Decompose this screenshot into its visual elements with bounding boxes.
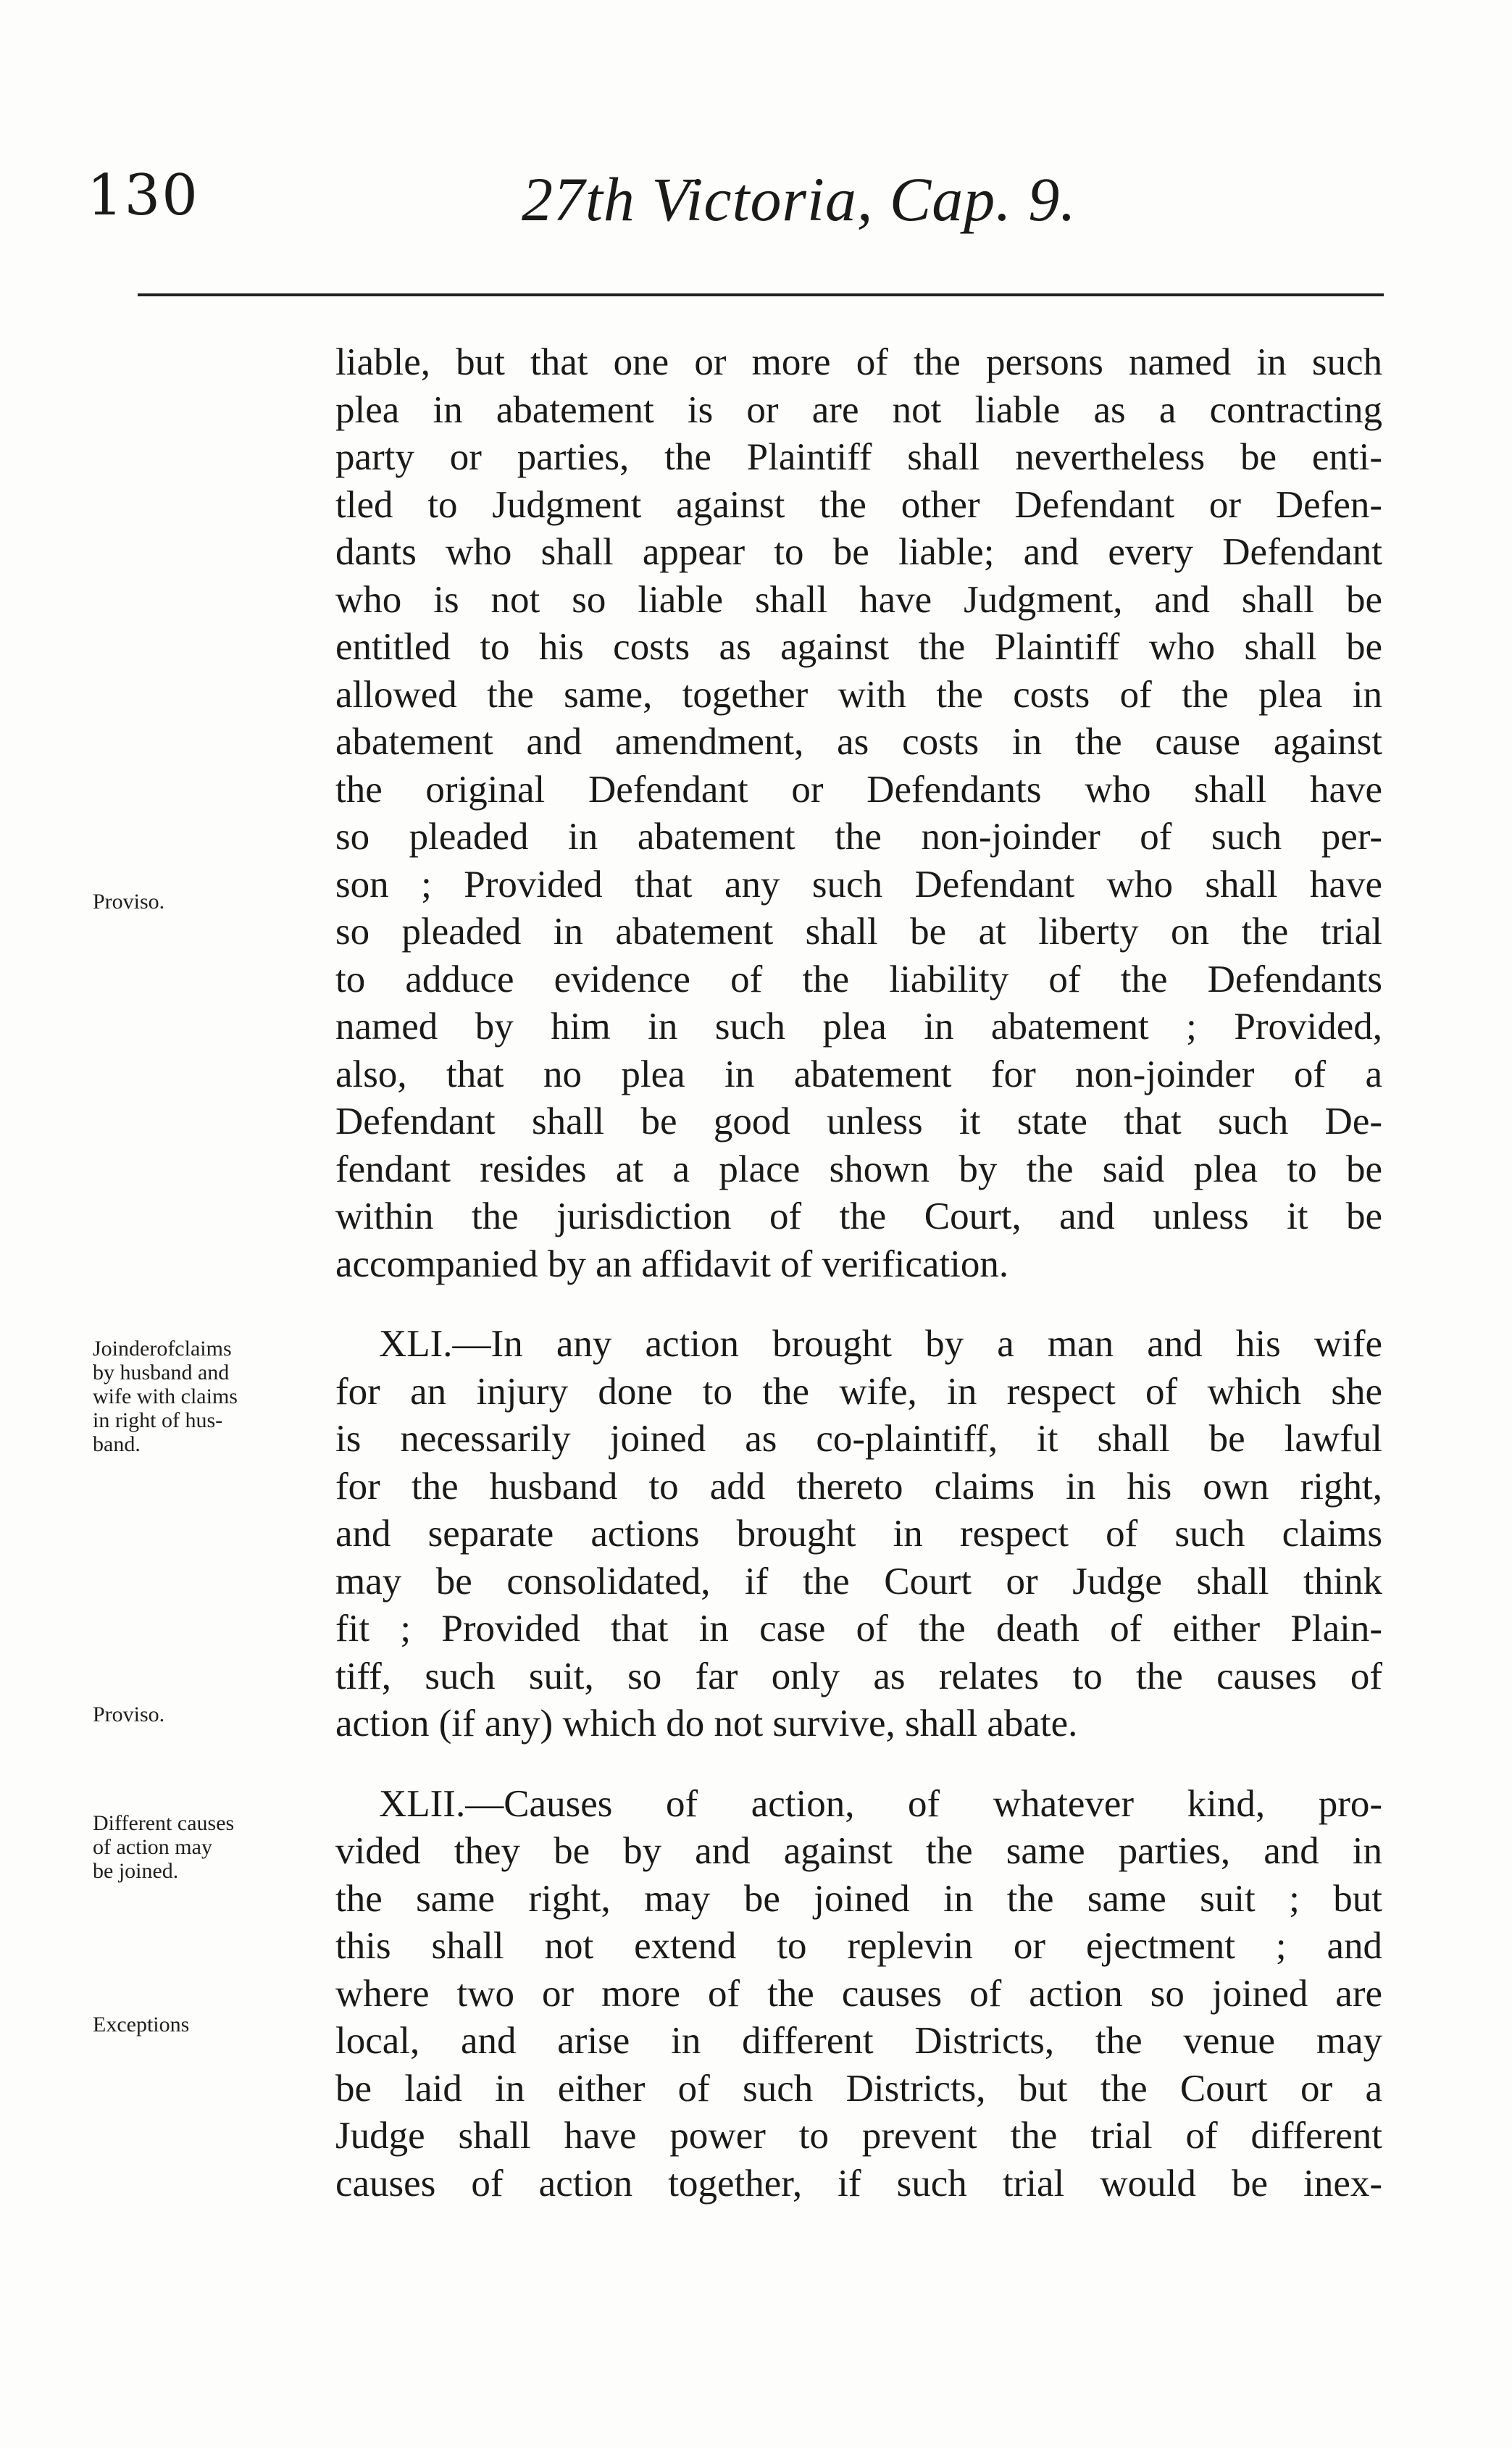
- text-line: fit ; Provided that in case of the death of either Plain-: [335, 1608, 1382, 1650]
- section-xlii: [335, 1781, 1382, 2208]
- body-text: [335, 339, 1382, 2207]
- text-line: for the husband to add thereto claims in his own right,: [335, 1465, 1382, 1508]
- margin-note-exceptions: [93, 2013, 328, 2036]
- text-line: local, and arise in different Districts, the venue may: [335, 2020, 1382, 2062]
- running-title: 27th Victoria, Cap. 9.: [522, 164, 1077, 234]
- margin-note-line: Proviso.: [93, 1703, 165, 1726]
- margin-note-line: band.: [93, 1432, 141, 1456]
- margin-note-proviso-1: [93, 890, 328, 914]
- text-line: allowed the same, together with the costs of the plea in: [335, 673, 1382, 716]
- text-line: named by him in such plea in abatement ; Provided,: [335, 1006, 1382, 1048]
- text-line: the original Defendant or Defendants who shall have: [335, 768, 1382, 811]
- text-line: dants who shall appear to be liable; and every Defendant: [335, 531, 1382, 573]
- margin-note-line: wife with claims: [93, 1384, 238, 1408]
- text-line: tled to Judgment against the other Defendant or Defen-: [335, 483, 1382, 526]
- text-line: entitled to his costs as against the Plaintiff who shall be: [335, 626, 1382, 668]
- paragraph-continuation: [335, 339, 1382, 1288]
- paragraph-gap: [335, 1288, 1382, 1321]
- margin-note-line: of action may: [93, 1835, 212, 1859]
- text-line: action (if any) which do not survive, shall abate.: [335, 1703, 1078, 1745]
- text-line: vided they be by and against the same parties, and in: [335, 1830, 1382, 1872]
- text-line: fendant resides at a place shown by the said plea to be: [335, 1148, 1382, 1190]
- margin-note-line: by husband and: [93, 1361, 230, 1384]
- text-line: party or parties, the Plaintiff shall nevertheless be enti-: [335, 436, 1382, 478]
- text-line: XLII.—Causes of action, of whatever kind, pro-: [379, 1782, 1382, 1825]
- text-line: Defendant shall be good unless it state that such De-: [335, 1100, 1382, 1142]
- margin-note-line: in right of hus-: [93, 1408, 223, 1432]
- text-line: where two or more of the causes of action so joined are: [335, 1972, 1382, 2015]
- section-xli: [335, 1321, 1382, 1748]
- text-line: tiff, such suit, so far only as relates to the causes of: [335, 1655, 1382, 1697]
- text-line: be laid in either of such Districts, but the Court or a: [335, 2067, 1382, 2110]
- margin-note-different-causes: [93, 1811, 328, 1883]
- margin-note-line: Different causes: [93, 1811, 235, 1835]
- text-line: XLI.—In any action brought by a man and his wife: [379, 1323, 1382, 1365]
- text-line: the same right, may be joined in the same suit ; but: [335, 1877, 1382, 1920]
- header-rule: [138, 293, 1384, 296]
- page-header: [0, 163, 1512, 243]
- text-line: also, that no plea in abatement for non-joinder of a: [335, 1053, 1382, 1095]
- text-line: liable, but that one or more of the persons named in such: [335, 341, 1382, 383]
- text-line: so pleaded in abatement the non-joinder of such per-: [335, 816, 1382, 858]
- text-line: plea in abatement is or are not liable as a contracting: [335, 388, 1382, 431]
- text-line: may be consolidated, if the Court or Judge shall think: [335, 1560, 1382, 1603]
- paragraph-gap: [335, 1748, 1382, 1781]
- text-line: accompanied by an affidavit of verification.: [335, 1242, 1009, 1285]
- text-line: is necessarily joined as co-plaintiff, it shall be lawful: [335, 1418, 1382, 1460]
- text-line: within the jurisdiction of the Court, and unless it be: [335, 1195, 1382, 1237]
- text-line: for an injury done to the wife, in respect of which she: [335, 1370, 1382, 1413]
- margin-note-joinder-of-claims: [93, 1337, 328, 1456]
- text-line: to adduce evidence of the liability of the Defendants: [335, 958, 1382, 1000]
- text-line: so pleaded in abatement shall be at liberty on the trial: [335, 911, 1382, 953]
- margin-note-line: be joined.: [93, 1859, 179, 1883]
- margin-note-line: Joinderofclaims: [93, 1337, 232, 1361]
- page-number: 130: [87, 163, 199, 228]
- text-line: abatement and amendment, as costs in the cause against: [335, 721, 1382, 763]
- text-line: son ; Provided that any such Defendant who shall have: [335, 863, 1382, 906]
- margin-note-line: Proviso.: [93, 890, 165, 914]
- text-line: and separate actions brought in respect of such claims: [335, 1513, 1382, 1555]
- text-line: who is not so liable shall have Judgment, and shall be: [335, 578, 1382, 621]
- text-line: causes of action together, if such trial would be inex-: [335, 2162, 1382, 2205]
- text-line: Judge shall have power to prevent the trial of different: [335, 2115, 1382, 2157]
- text-line: this shall not extend to replevin or ejectment ; and: [335, 1925, 1382, 1967]
- margin-note-proviso-2: [93, 1703, 328, 1726]
- margin-note-line: Exceptions: [93, 2013, 190, 2036]
